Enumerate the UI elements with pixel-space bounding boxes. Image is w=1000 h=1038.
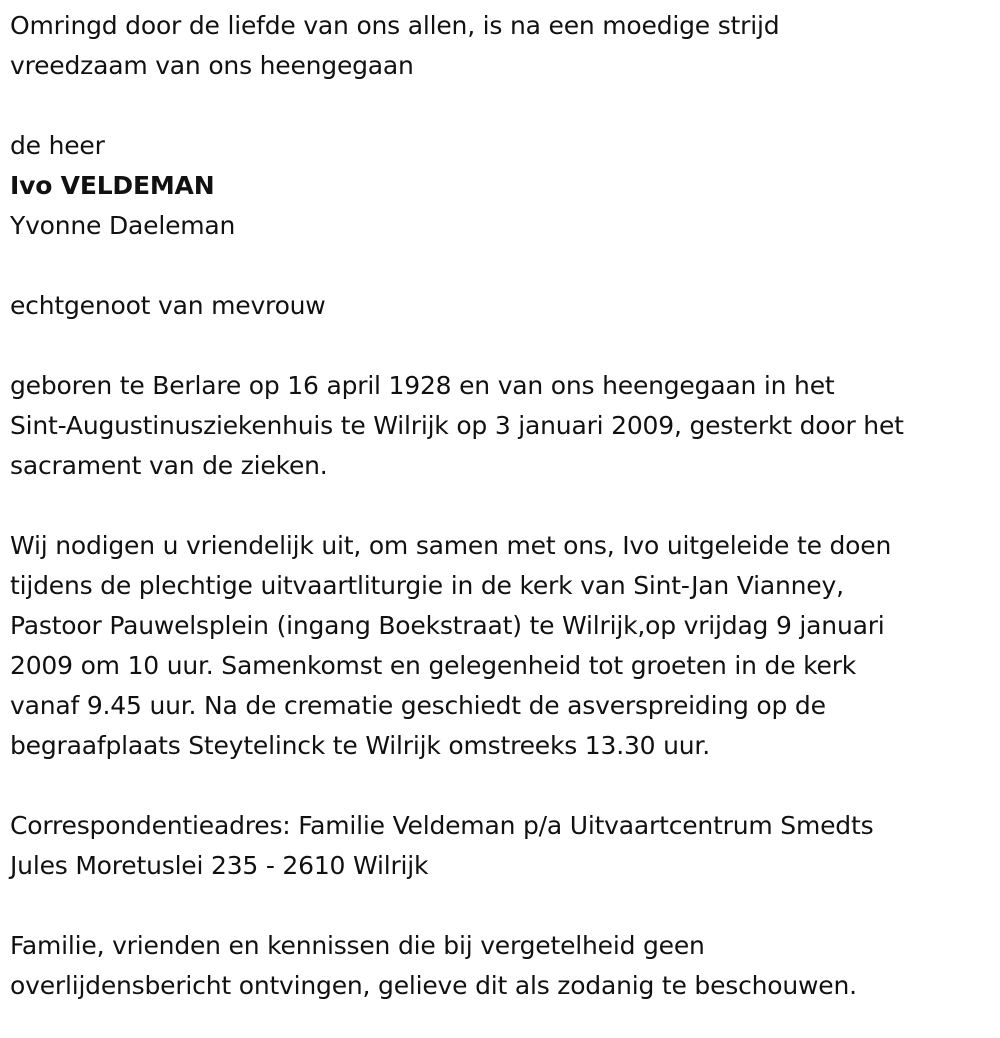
closing-line: overlijdensbericht ontvingen, gelieve dit als zodanig te beschouwen. [10, 971, 857, 1000]
spouse-name: Yvonne Daeleman [10, 211, 236, 240]
paragraph-spacer [10, 326, 995, 366]
invitation-line: begraafplaats Steytelinck te Wilrijk omstreeks 13.30 uur. [10, 731, 710, 760]
invitation-line: tijdens de plechtige uitvaartliturgie in de kerk van Sint-Jan Vianney, [10, 571, 844, 600]
paragraph-spacer [10, 766, 995, 806]
closing-paragraph [10, 926, 995, 1006]
birth-death-line: geboren te Berlare op 16 april 1928 en van ons heengegaan in het [10, 371, 835, 400]
invitation-line: vanaf 9.45 uur. Na de crematie geschiedt de asverspreiding op de [10, 691, 826, 720]
intro-line: vreedzaam van ons heengegaan [10, 51, 414, 80]
intro-paragraph [10, 6, 995, 86]
paragraph-spacer [10, 246, 995, 286]
deceased-name: Ivo VELDEMAN [10, 171, 215, 200]
invitation-paragraph [10, 526, 995, 766]
relation-text: echtgenoot van mevrouw [10, 291, 326, 320]
paragraph-spacer [10, 886, 995, 926]
obituary-notice [10, 6, 995, 1006]
invitation-line: 2009 om 10 uur. Samenkomst en gelegenheid tot groeten in de kerk [10, 651, 857, 680]
closing-line: Familie, vrienden en kennissen die bij vergetelheid geen [10, 931, 705, 960]
birth-death-line: sacrament van de zieken. [10, 451, 328, 480]
paragraph-spacer [10, 486, 995, 526]
salutation: de heer [10, 131, 105, 160]
correspondence-line: Correspondentieadres: Familie Veldeman p/a Uitvaartcentrum Smedts [10, 811, 874, 840]
intro-line: Omringd door de liefde van ons allen, is na een moedige strijd [10, 11, 780, 40]
birth-death-line: Sint-Augustinusziekenhuis te Wilrijk op 3 januari 2009, gesterkt door het [10, 411, 904, 440]
correspondence-paragraph [10, 806, 995, 886]
invitation-line: Wij nodigen u vriendelijk uit, om samen met ons, Ivo uitgeleide te doen [10, 531, 892, 560]
birth-death-paragraph [10, 366, 995, 486]
paragraph-spacer [10, 86, 995, 126]
correspondence-line: Jules Moretuslei 235 - 2610 Wilrijk [10, 851, 429, 880]
invitation-line: Pastoor Pauwelsplein (ingang Boekstraat) te Wilrijk,op vrijdag 9 januari [10, 611, 885, 640]
